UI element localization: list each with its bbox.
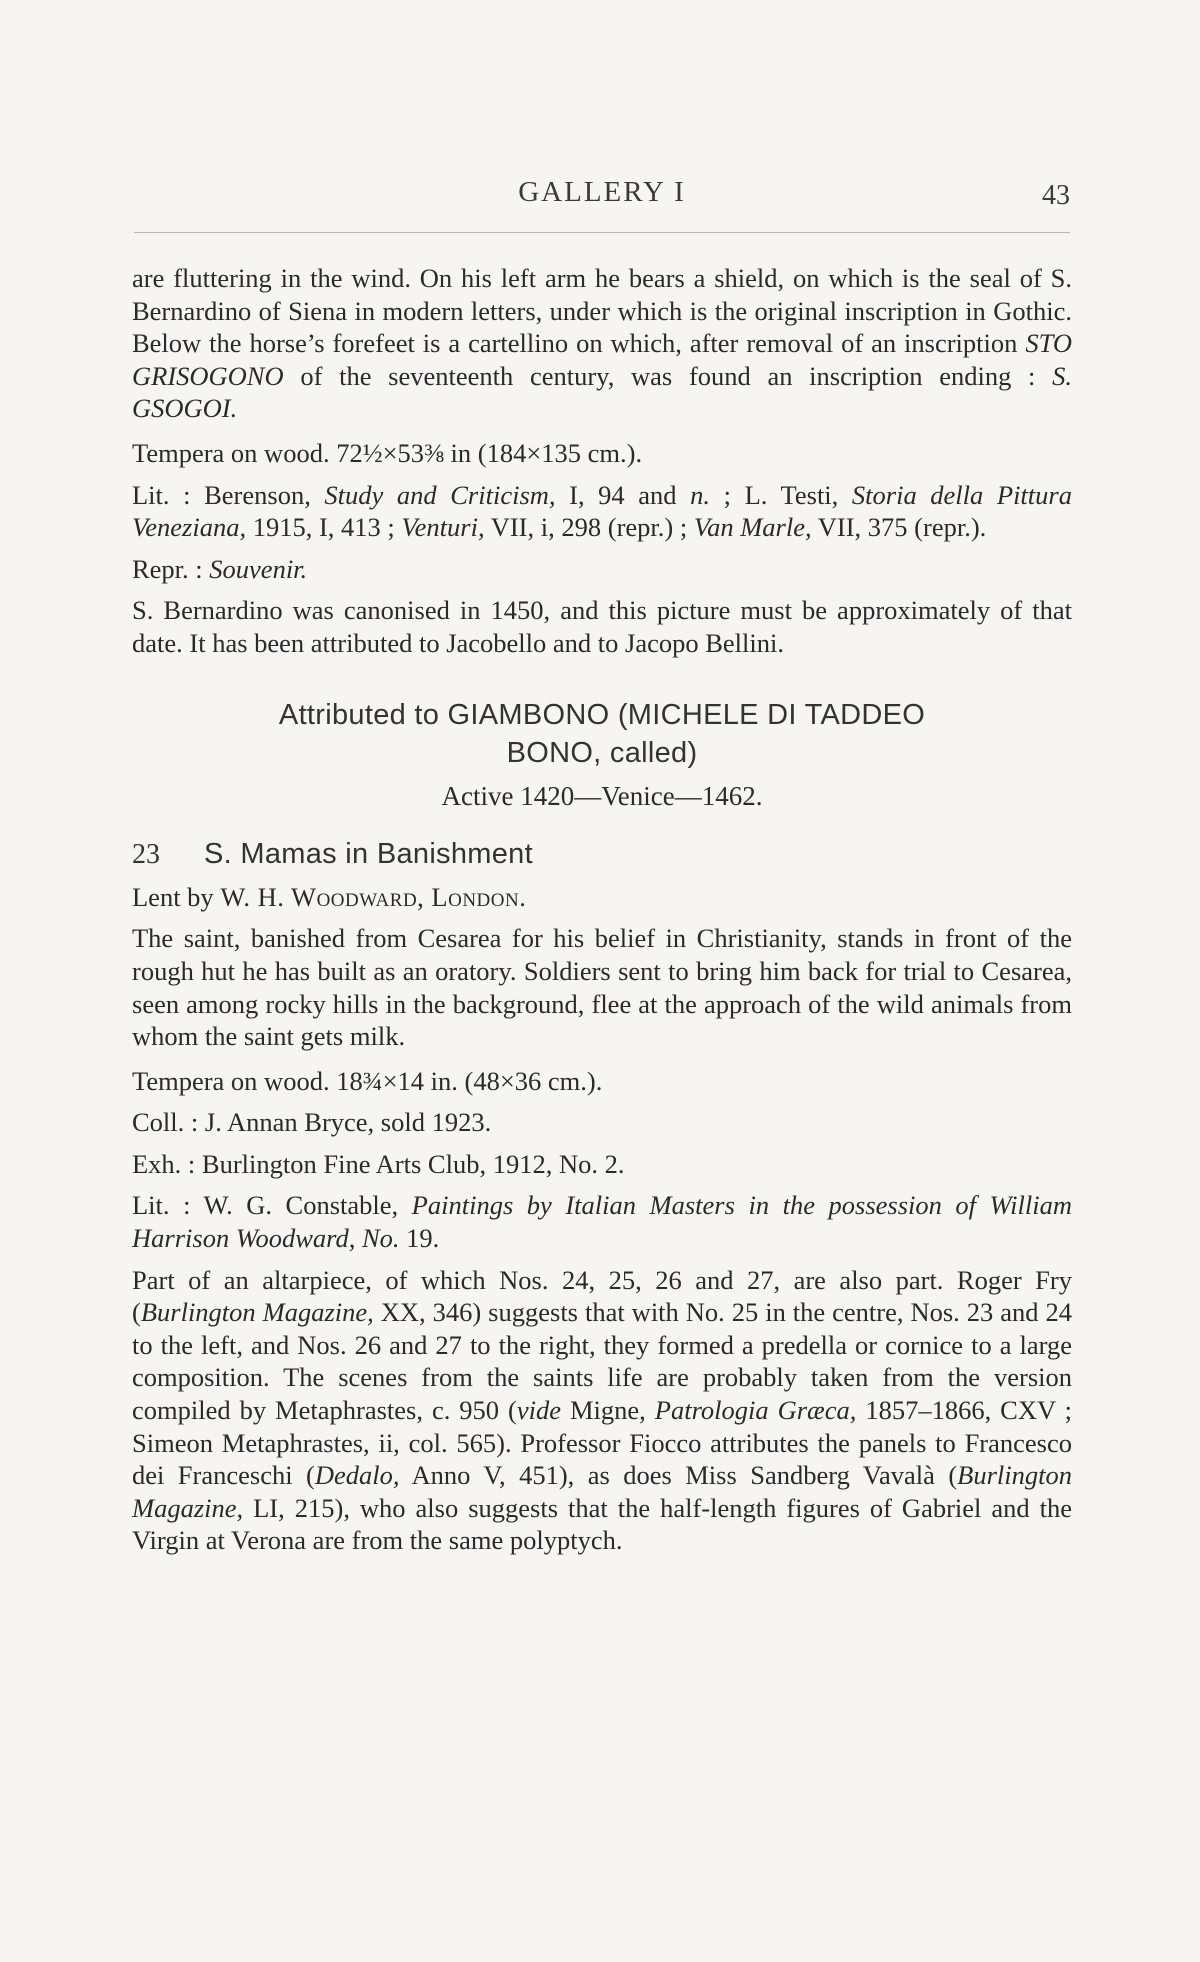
entry22-reproduction: Repr. : Souvenir.	[132, 553, 308, 584]
artist-heading-line2: BONO, called)	[506, 736, 698, 769]
entry23-collection: Coll. : J. Annan Bryce, sold 1923.	[132, 1107, 492, 1138]
entry23-note: Part of an altarpiece, of which Nos. 24, 25, 26 and 27, are also part. Roger Fry (Burlington Magazine, XX, 346) suggests that with No. 25 in the centre, Nos. 23 and 24 to the left, and Nos. 26 and 27 to the right, they formed a predella or cornice to a large composition. The scenes from the saints life are probably taken from the version compiled by Metaphrastes, c. 950 (vide Migne, Patrologia Græca, 1857–1866, CXV ; Simeon Metaphrastes, ii, col. 565). Professor Fiocco attributes the panels to Francesco dei Franceschi (Dedalo, Anno V, 451), as does Miss Sandberg Vavalà (Burlington Magazine, LI, 215), who also suggests that the half-length figures of Gabriel and the Virgin at Verona are from the same polyptych.	[132, 1264, 1072, 1556]
header-rule	[134, 232, 1070, 233]
page-body	[132, 262, 1072, 1557]
entry23-medium: Tempera on wood. 18¾×14 in. (48×36 cm.).	[132, 1065, 603, 1096]
artist-heading	[132, 696, 1072, 772]
entry22-note: S. Bernardino was canonised in 1450, and this picture must be approximately of that date. It has been attributed to Jacobello and to Jacopo Bellini.	[132, 595, 1072, 658]
artist-heading-line1: Attributed to GIAMBONO (MICHELE DI TADDEO	[278, 698, 926, 731]
catalogue-number: 23	[132, 839, 160, 871]
page-header	[134, 176, 1070, 216]
entry23-description: The saint, banished from Cesarea for his belief in Christianity, stands in front of the rough hut he has built as an oratory. Soldiers sent to bring him back for trial to Cesarea, seen among rocky hills in the background, flee at the approach of the wild animals from whom the saint gets milk.	[132, 923, 1072, 1052]
entry23-exhibition: Exh. : Burlington Fine Arts Club, 1912, No. 2.	[132, 1148, 625, 1179]
entry22-medium: Tempera on wood. 72½×53⅜ in (184×135 cm.).	[132, 437, 643, 468]
entry22-description: are fluttering in the wind. On his left arm he bears a shield, on which is the seal of S. Bernardino of Siena in modern letters, under which is the original inscription in Gothic. Below the horse’s forefeet is a cartellino on which, after removal of an inscription STO GRISOGONO of the seventeenth century, was found an inscription ending : S. GSOGOI.	[132, 263, 1072, 424]
catalogue-entry-heading	[132, 838, 1072, 872]
entry23-literature: Lit. : W. G. Constable, Paintings by Italian Masters in the possession of William Harrison Woodward, No. 19.	[132, 1190, 1073, 1254]
page-number: 43	[1042, 180, 1070, 211]
entry23-lender: Lent by W. H. Woodward, London.	[132, 881, 527, 912]
running-title: GALLERY I	[518, 176, 686, 208]
artist-dates: Active 1420—Venice—1462.	[441, 780, 763, 811]
artwork-title: S. Mamas in Banishment	[204, 838, 533, 871]
entry22-literature: Lit. : Berenson, Study and Criticism, I, 94 and n. ; L. Testi, Storia della Pittura Veneziana, 1915, I, 413 ; Venturi, VII, i, 298 (repr.) ; Van Marle, VII, 375 (repr.).	[132, 479, 1072, 543]
